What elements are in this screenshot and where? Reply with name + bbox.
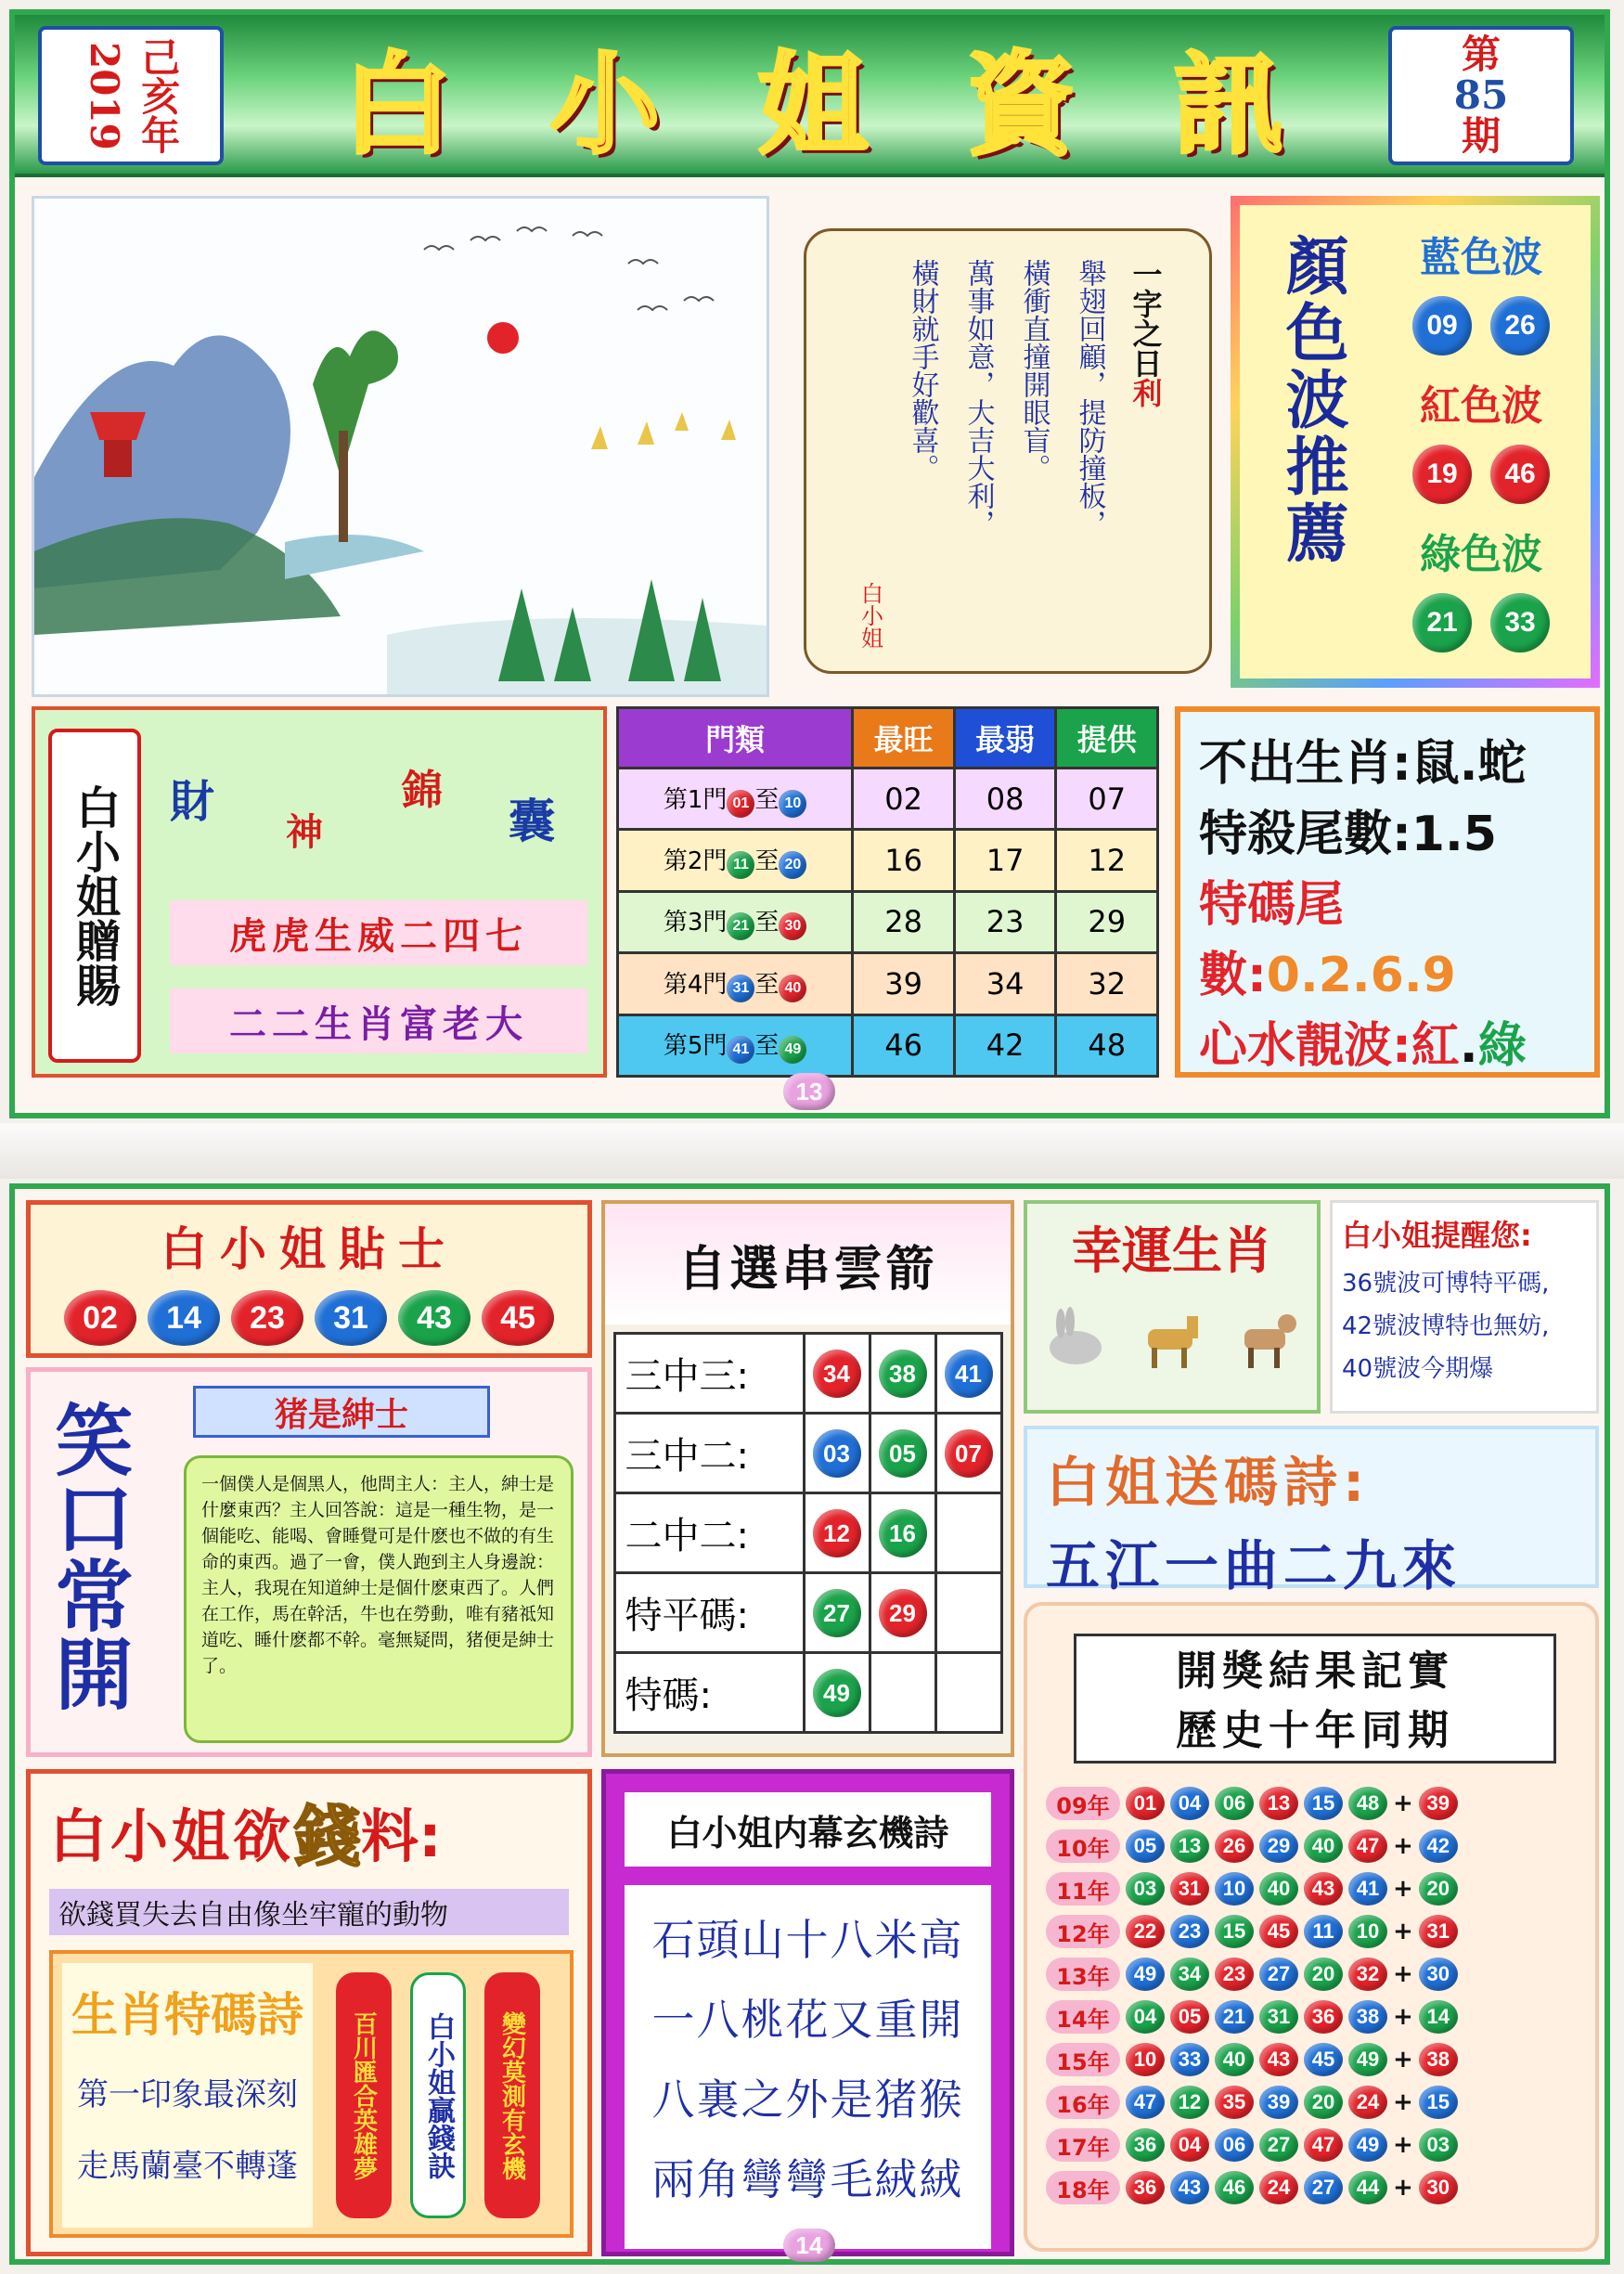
landscape-illustration: [34, 199, 767, 694]
rabbit-icon: [1038, 1301, 1113, 1376]
history-plus: +: [1393, 1960, 1413, 1988]
history-ball: 24: [1259, 2171, 1298, 2204]
history-row: [1046, 1996, 1584, 2038]
lucky-box: [1024, 1200, 1321, 1414]
bottom-page: [9, 1183, 1610, 2265]
scroll-line: 舉翅回顧，提防撞板，: [1073, 259, 1106, 537]
masthead: [15, 15, 1605, 177]
history-ball: 13: [1170, 1829, 1209, 1863]
history-row: [1046, 2124, 1584, 2166]
title-char: 白: [342, 40, 452, 169]
door-from: 21: [727, 912, 754, 940]
history-ball: 36: [1304, 2000, 1343, 2034]
history-ball: 36: [1126, 2128, 1165, 2162]
history-special: 38: [1419, 2043, 1458, 2076]
history-plus: +: [1393, 2046, 1413, 2074]
door-provide: 07: [1056, 769, 1158, 830]
inner-poem-line: 石頭山十八米高: [651, 1915, 964, 1965]
combo-box: [601, 1200, 1014, 1757]
history-ball: 06: [1215, 2128, 1254, 2162]
combo-ball: 27: [813, 1589, 861, 1637]
history-ball: 40: [1259, 1872, 1298, 1906]
history-ball: 15: [1215, 1915, 1254, 1948]
door-name: 第3門: [663, 909, 728, 937]
reminder-title: 白小姐提醒您:: [1342, 1218, 1532, 1253]
joke-side-title: 笑口常開: [43, 1400, 135, 1712]
history-special: 20: [1419, 1872, 1458, 1906]
tieshi-ball: 23: [231, 1290, 303, 1346]
gift-title-char: 囊: [509, 795, 555, 848]
zodiac-col-2: 白小姐贏錢訣: [410, 1972, 466, 2218]
history-ball: 47: [1126, 2086, 1165, 2119]
gift-line-2: 二二生肖富老大: [170, 988, 587, 1053]
history-year: 14年: [1046, 2000, 1120, 2034]
history-ball: 10: [1126, 2043, 1165, 2076]
inner-poem-line: 一八桃花又重開: [651, 1995, 964, 2045]
history-ball: 31: [1170, 1872, 1209, 1906]
door-name: 第4門: [663, 970, 728, 999]
tips-line-4-dot: .: [1459, 1018, 1478, 1074]
combo-label: 三中三:: [614, 1334, 804, 1414]
door-row: 第3門 21 至 30 28 23 29: [618, 891, 1158, 952]
history-plus: +: [1393, 2088, 1413, 2116]
scroll-line: 萬事如意，大吉大利，: [961, 259, 995, 537]
year-number: 2019: [82, 41, 127, 150]
history-row: [1046, 1867, 1584, 1910]
money-riddle: 欲錢買失去自由像坐牢寵的動物: [49, 1889, 569, 1935]
scroll-keyword: 利: [1128, 378, 1164, 407]
door-name: 第2門: [663, 847, 728, 876]
combo-ball: 03: [813, 1429, 861, 1478]
history-ball: 49: [1348, 2043, 1387, 2076]
history-ball: 27: [1259, 1957, 1298, 1991]
combo-label: 特碼:: [614, 1653, 804, 1733]
history-box: [1024, 1602, 1599, 2252]
history-ball: 38: [1348, 2000, 1387, 2034]
combo-label: 特平碼:: [614, 1573, 804, 1653]
masthead-title: [293, 26, 1333, 169]
tips-line-3-value: 0.2.6.9: [1266, 948, 1456, 1003]
history-special: 14: [1419, 2000, 1458, 2034]
joke-box: [26, 1367, 592, 1757]
history-ball: 26: [1215, 1829, 1254, 1863]
history-ball: 04: [1170, 1787, 1209, 1820]
history-ball: 31: [1259, 2000, 1298, 2034]
lucky-title: 幸運生肖: [1072, 1221, 1272, 1280]
wave-ball: 21: [1412, 593, 1472, 652]
combo-table: [613, 1332, 1003, 1734]
gift-title-char: 神: [286, 811, 323, 854]
history-special: 39: [1419, 1787, 1458, 1820]
history-year: 12年: [1046, 1915, 1120, 1948]
title-char: 小: [549, 40, 660, 169]
issue-suffix: 期: [1461, 113, 1501, 160]
history-row: [1046, 1910, 1584, 1953]
door-table-grid: [616, 706, 1159, 1078]
issue-prefix: 第: [1461, 31, 1501, 77]
gift-title-char: 財: [170, 776, 215, 828]
tieshi-box: [26, 1200, 592, 1358]
history-year: 15年: [1046, 2043, 1120, 2076]
money-title-big: 錢: [294, 1798, 362, 1876]
combo-row: [614, 1334, 1001, 1414]
history-ball: 10: [1348, 1915, 1387, 1948]
history-plus: +: [1393, 2131, 1413, 2159]
history-ball: 04: [1126, 2000, 1165, 2034]
door-strong: 02: [853, 769, 955, 830]
door-weak: 08: [954, 769, 1056, 830]
tips-line-4-red: 紅: [1411, 1018, 1460, 1074]
tieshi-ball: 43: [398, 1290, 470, 1346]
horse-icon: [1135, 1301, 1209, 1376]
tips-box: [1175, 706, 1600, 1078]
inner-poem-title: 白小姐内幕玄機詩: [625, 1792, 991, 1867]
history-ball: 21: [1215, 2000, 1254, 2034]
color-wave-title: 顏色波推薦: [1275, 233, 1349, 567]
history-ball: 03: [1126, 1872, 1165, 1906]
history-ball: 20: [1304, 2086, 1343, 2119]
history-year: 11年: [1046, 1872, 1120, 1906]
history-ball: 44: [1348, 2171, 1387, 2204]
door-row: 第5門 41 至 49 46 42 48: [618, 1014, 1158, 1076]
tieshi-ball: 02: [64, 1290, 136, 1346]
history-special: 15: [1419, 2086, 1458, 2119]
door-weak: 42: [954, 1014, 1056, 1076]
door-weak: 34: [954, 953, 1056, 1014]
history-ball: 45: [1304, 2043, 1343, 2076]
wave-label-blue: 藍色波: [1420, 234, 1542, 281]
gift-box: [32, 706, 607, 1078]
title-char: 姐: [757, 40, 868, 169]
wave-ball: 46: [1490, 445, 1550, 504]
combo-ball: 41: [945, 1350, 993, 1398]
door-strong: 28: [853, 891, 955, 952]
combo-ball: 05: [879, 1429, 927, 1478]
history-row: [1046, 1953, 1584, 1996]
gift-title-char: 錦: [402, 767, 443, 814]
history-ball: 12: [1170, 2086, 1209, 2119]
tips-line-2: 特殺尾數:1.5: [1199, 807, 1497, 862]
combo-label: 三中二:: [614, 1414, 804, 1493]
door-from: 11: [727, 851, 754, 879]
reminder-box: [1330, 1200, 1599, 1414]
door-row: 第1門 01 至 10 02 08 07: [618, 769, 1158, 830]
page-gap: [0, 1123, 1624, 1179]
tieshi-title: 白小姐貼士: [161, 1222, 458, 1276]
history-plus: +: [1393, 1789, 1413, 1817]
history-ball: 48: [1348, 1787, 1387, 1820]
history-special: 42: [1419, 1829, 1458, 1863]
history-ball: 23: [1170, 1915, 1209, 1948]
history-ball: 43: [1304, 1872, 1343, 1906]
history-title-box: [1074, 1634, 1556, 1764]
inner-poem-line: 兩角彎彎毛絨絨: [651, 2154, 964, 2204]
history-special: 03: [1419, 2128, 1458, 2162]
history-ball: 04: [1170, 2128, 1209, 2162]
door-weak: 23: [954, 891, 1056, 952]
history-row: [1046, 1782, 1584, 1825]
history-ball: 24: [1348, 2086, 1387, 2119]
history-year: 13年: [1046, 1957, 1120, 1991]
wave-ball: 33: [1490, 593, 1550, 652]
poem-gift-box: [1024, 1426, 1599, 1597]
door-provide: 12: [1056, 830, 1158, 891]
door-from: 31: [727, 975, 754, 1002]
door-provide: 29: [1056, 891, 1158, 952]
history-special: 30: [1419, 1957, 1458, 1991]
tips-line-4-green: 綠: [1477, 1018, 1527, 1074]
combo-row: [614, 1573, 1001, 1653]
door-provide: 48: [1056, 1014, 1158, 1076]
combo-ball: 49: [813, 1669, 861, 1717]
tieshi-balls: [31, 1290, 587, 1346]
door-table: [616, 706, 1159, 1078]
history-ball: 47: [1348, 1829, 1387, 1863]
door-from: 41: [727, 1036, 754, 1064]
combo-ball: 29: [879, 1589, 927, 1637]
history-row: [1046, 2081, 1584, 2124]
scroll-heading: 一字之日: [1128, 259, 1164, 378]
combo-title: 自選串雲箭: [677, 1241, 938, 1298]
wave-ball: 26: [1490, 296, 1550, 355]
zodiac-poem-title: 生肖特碼詩: [71, 1988, 303, 2042]
zodiac-col-3: 變幻莫測有玄機: [484, 1972, 540, 2218]
issue-book: [1388, 26, 1574, 165]
scroll-line: 橫衝直撞開眼盲。: [1017, 259, 1050, 482]
door-to: 49: [779, 1036, 806, 1064]
money-title-prefix: 白小姐欲: [49, 1802, 295, 1870]
door-to: 20: [779, 851, 806, 879]
history-title-1: 開獎結果記實: [1176, 1647, 1454, 1695]
combo-ball: 07: [945, 1429, 993, 1478]
door-name: 第5門: [663, 1032, 728, 1061]
combo-ball: 12: [813, 1509, 861, 1557]
scroll-line: 橫財就手好歡喜。: [906, 259, 939, 482]
gift-side-label: 白小姐贈賜: [68, 784, 121, 1007]
history-ball: 46: [1215, 2171, 1254, 2204]
issue-number: 85: [1453, 71, 1509, 118]
history-ball: 49: [1348, 2128, 1387, 2162]
combo-ball: 34: [813, 1350, 861, 1398]
money-box: [26, 1769, 592, 2256]
door-header: 提供: [1056, 708, 1158, 769]
history-ball: 01: [1126, 1787, 1165, 1820]
history-ball: 34: [1170, 1957, 1209, 1991]
door-name: 第1門: [663, 785, 728, 814]
wave-label-green: 綠色波: [1420, 531, 1542, 578]
history-title-2: 歷史十年同期: [1176, 1707, 1454, 1754]
color-wave-groups: [1379, 224, 1583, 669]
zodiac-poem-box: [49, 1950, 574, 2238]
title-char: 訊: [1173, 40, 1283, 169]
door-header: 最旺: [853, 708, 955, 769]
wave-label-red: 紅色波: [1420, 382, 1542, 430]
history-ball: 39: [1259, 2086, 1298, 2119]
door-row: 第2門 11 至 20 16 17 12: [618, 830, 1158, 891]
history-ball: 45: [1259, 1915, 1298, 1948]
year-label: 己亥年: [135, 37, 182, 154]
door-to: 10: [779, 790, 806, 818]
title-char: 資: [965, 40, 1076, 169]
history-plus: +: [1393, 2174, 1413, 2202]
zodiac-poem-line-1: 第一印象最深刻: [77, 2076, 298, 2113]
door-from: 01: [727, 790, 754, 818]
combo-label: 二中二:: [614, 1493, 804, 1573]
zodiac-col-1: 百川匯合英雄夢: [336, 1972, 392, 2218]
money-title-suffix: 料:: [361, 1802, 442, 1870]
history-ball: 11: [1304, 1915, 1343, 1948]
history-ball: 29: [1259, 1829, 1298, 1863]
history-ball: 06: [1215, 1787, 1254, 1820]
history-row: [1046, 1825, 1584, 1867]
door-header: 門類: [618, 708, 853, 769]
history-year: 18年: [1046, 2171, 1120, 2204]
history-ball: 32: [1348, 1957, 1387, 1991]
history-special: 31: [1419, 1915, 1458, 1948]
history-ball: 43: [1170, 2171, 1209, 2204]
history-ball: 33: [1170, 2043, 1209, 2076]
reminder-line: 36號波可博特平碼,: [1342, 1270, 1550, 1298]
door-strong: 16: [853, 830, 955, 891]
history-ball: 35: [1215, 2086, 1254, 2119]
history-ball: 05: [1126, 1829, 1165, 1863]
door-row: 第4門 31 至 40 39 34 32: [618, 953, 1158, 1014]
reminder-line: 42號波博特也無妨,: [1342, 1312, 1550, 1340]
history-year: 17年: [1046, 2128, 1120, 2162]
door-strong: 46: [853, 1014, 955, 1076]
gift-line-1: 虎虎生威二四七: [170, 900, 587, 965]
history-ball: 20: [1304, 1957, 1343, 1991]
history-plus: +: [1393, 2003, 1413, 2031]
fortune-scroll: [804, 228, 1212, 674]
color-wave-box: [1231, 196, 1600, 688]
history-ball: 27: [1259, 2128, 1298, 2162]
history-ball: 36: [1126, 2171, 1165, 2204]
history-ball: 49: [1126, 1957, 1165, 1991]
door-to: 40: [779, 975, 806, 1002]
joke-title: 猪是紳士: [193, 1386, 490, 1438]
history-ball: 43: [1259, 2043, 1298, 2076]
reminder-line: 40號波今期爆: [1342, 1355, 1494, 1383]
tips-line-4-label: 心水靚波:: [1199, 1018, 1411, 1074]
history-ball: 10: [1215, 1872, 1254, 1906]
history-ball: 23: [1215, 1957, 1254, 1991]
inner-poem-line: 八裏之外是猪猴: [651, 2074, 964, 2125]
page-number-top: 13: [783, 1073, 835, 1110]
history-ball: 27: [1304, 2171, 1343, 2204]
poem-gift-title: 白姐送碼詩:: [1046, 1451, 1371, 1514]
inner-poem-box: [601, 1769, 1014, 2256]
tieshi-ball: 31: [315, 1290, 387, 1346]
history-row: [1046, 2038, 1584, 2081]
history-plus: +: [1393, 1918, 1413, 1945]
scroll-signature: 白小姐: [857, 582, 883, 649]
page-number-bottom: 14: [783, 2229, 835, 2262]
zodiac-poem-line-2: 走馬蘭臺不轉蓬: [77, 2148, 298, 2185]
history-grid: [1046, 1782, 1584, 2209]
history-ball: 22: [1126, 1915, 1165, 1948]
history-ball: 13: [1259, 1787, 1298, 1820]
history-plus: +: [1393, 1875, 1413, 1903]
top-page: [9, 9, 1610, 1118]
history-ball: 41: [1348, 1872, 1387, 1906]
history-ball: 15: [1304, 1787, 1343, 1820]
door-weak: 17: [954, 830, 1056, 891]
tips-line-3-label: 特碼尾數:: [1199, 877, 1345, 1003]
gift-side: [48, 729, 141, 1063]
history-year: 09年: [1046, 1787, 1120, 1820]
door-to: 30: [779, 912, 806, 940]
combo-ball: 38: [879, 1350, 927, 1398]
door-header: 最弱: [954, 708, 1056, 769]
history-special: 30: [1419, 2171, 1458, 2204]
history-ball: 47: [1304, 2128, 1343, 2162]
tieshi-ball: 45: [482, 1290, 554, 1346]
combo-row: [614, 1653, 1001, 1733]
history-ball: 40: [1304, 1829, 1343, 1863]
tieshi-ball: 14: [148, 1290, 220, 1346]
year-book: [38, 26, 224, 165]
history-ball: 40: [1215, 2043, 1254, 2076]
goat-icon: [1231, 1301, 1306, 1376]
history-ball: 05: [1170, 2000, 1209, 2034]
door-provide: 32: [1056, 953, 1158, 1014]
poem-gift-line: 五江一曲二九來: [1046, 1534, 1463, 1597]
wave-ball: 09: [1412, 296, 1472, 355]
history-row: [1046, 2166, 1584, 2209]
joke-text: 一個僕人是個黑人，他問主人：主人，紳士是什麼東西？主人回答說：這是一種生物，是一個能吃、能喝、會睡覺可是什麽也不做的有生命的東西。過了一會，僕人跑到主人身邊說：主人，我現在知道紳士是個什麽東西了。人們在工作，馬在幹活，牛也在勞動，唯有豬祗知道吃、睡什麽都不幹。毫無疑問，猪便是紳士了。: [184, 1455, 574, 1743]
wave-ball: 19: [1412, 445, 1472, 504]
door-strong: 39: [853, 953, 955, 1014]
history-plus: +: [1393, 1832, 1413, 1860]
landscape-painting: [32, 196, 769, 697]
history-year: 16年: [1046, 2086, 1120, 2119]
tips-line-1: 不出生肖:鼠.蛇: [1199, 736, 1527, 792]
combo-row: [614, 1414, 1001, 1493]
history-year: 10年: [1046, 1829, 1120, 1863]
combo-row: [614, 1493, 1001, 1573]
combo-ball: 16: [879, 1509, 927, 1557]
